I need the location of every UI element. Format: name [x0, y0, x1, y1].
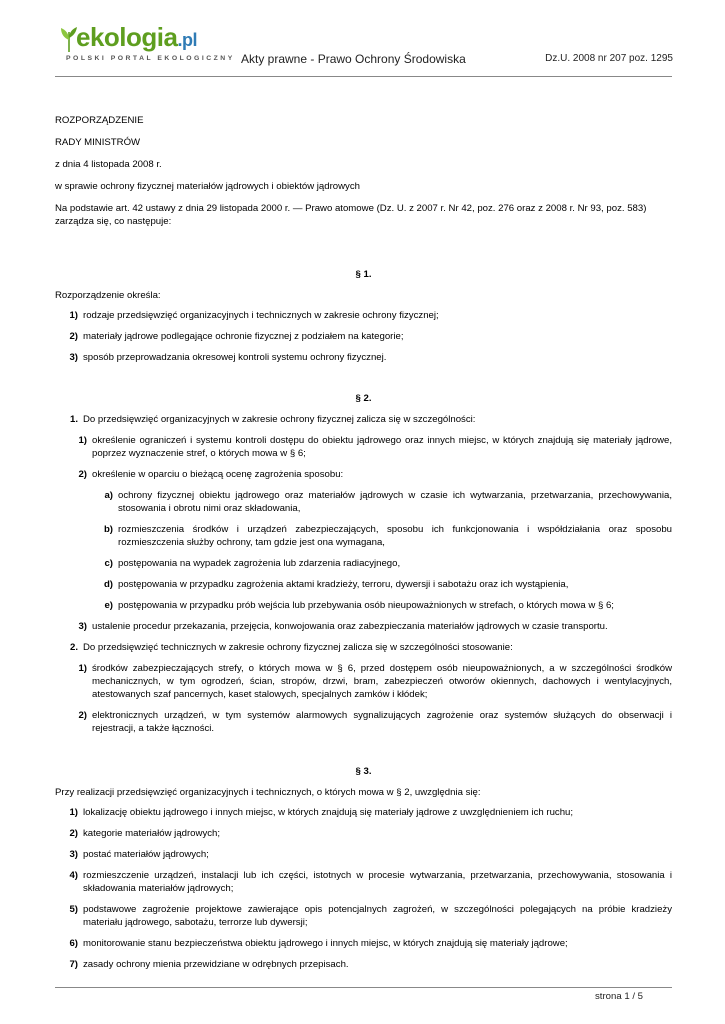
- legal-basis: Na podstawie art. 42 ustawy z dnia 29 listopada 2000 r. — Prawo atomowe (Dz. U. z 2007 r. Nr 42, poz. 276 oraz z 2008 r. Nr 93, poz. 583) zarządza się, co następuje:: [55, 203, 647, 227]
- list-item: 5) podstawowe zagrożenie projektowe zawierające opis potencjalnych zagrożeń, w szczególności polegających na próbie kradzieży materiału jądrowego, sabotażu, terrorze lub dywersji;: [69, 904, 672, 928]
- section-2-title: § 2.: [355, 393, 372, 404]
- list-item: 1) lokalizację obiektu jądrowego i innych miejsc, w których znajdują się materiały jądrowe z uwzględnieniem ich ruchu;: [69, 807, 574, 818]
- ekologia-logo[interactable]: [60, 22, 235, 70]
- sub-list-item: c) postępowania na wypadek zagrożenia lub zdarzenia radiacyjnego,: [104, 558, 401, 569]
- section-3-title: § 3.: [355, 766, 372, 777]
- list-item: 1) środków zabezpieczających strefy, o których mowa w § 6, przed dostępem osób nieupoważnionych, a w szczególności środków mechanicznych, w tym ogrodzeń, ścian, stropów, drzwi, bram, zabezpieczeń otworów okiennych, dachowych i wentylacyjnych, atestowanych szaf pancernych, kaset stalowych, specjalnych zamków i kłódek;: [78, 663, 672, 700]
- list-item: 2) kategorie materiałów jądrowych;: [69, 828, 221, 839]
- sub-list-item: a) ochrony fizycznej obiektu jądrowego oraz materiałów jądrowych w czasie ich wytwarzania, przetwarzania, przechowywania, stosowania i obrotu nimi oraz składowania,: [104, 490, 672, 514]
- header-divider: [55, 76, 672, 77]
- list-item: 3) sposób przeprowadzania okresowej kontroli systemu ochrony fizycznej.: [69, 352, 387, 363]
- list-item: 2) określenie w oparciu o bieżącą ocenę zagrożenia sposobu:: [78, 469, 344, 480]
- list-item: 3) ustalenie procedur przekazania, przejęcia, konwojowania oraz zabezpieczania materiałów jądrowych w czasie transportu.: [78, 621, 608, 632]
- act-issuer: RADY MINISTRÓW: [55, 137, 141, 148]
- paragraph-1: 1. Do przedsięwzięć organizacyjnych w zakresie ochrony fizycznej zalicza się w szczególności:: [69, 414, 476, 425]
- act-date: z dnia 4 listopada 2008 r.: [55, 159, 162, 170]
- list-item: 3) postać materiałów jądrowych;: [69, 849, 209, 860]
- page-number: strona 1 / 5: [595, 991, 643, 1002]
- logo-tagline: POLSKI PORTAL EKOLOGICZNY: [66, 55, 235, 62]
- header-title: Akty prawne - Prawo Ochrony Środowiska: [241, 52, 466, 66]
- section-3-intro: Przy realizacji przedsięwzięć organizacyjnych i technicznych, o których mowa w § 2, uwzględnia się:: [55, 787, 481, 798]
- sub-list-item: e) postępowania w przypadku prób wejścia lub przebywania osób nieupoważnionych w strefach, o których mowa w § 6;: [104, 600, 614, 611]
- list-item: 1) rodzaje przedsięwzięć organizacyjnych i technicznych w zakresie ochrony fizycznej;: [69, 310, 439, 321]
- header-reference: Dz.U. 2008 nr 207 poz. 1295: [545, 53, 673, 64]
- list-item: 1) określenie ograniczeń i systemu kontroli dostępu do obiektu jądrowego oraz innych miejsc, w których znajdują się materiały jądrowe, poprzez wyznaczenie stref, o których mowa w § 6;: [78, 435, 672, 459]
- paragraph-2: 2. Do przedsięwzięć technicznych w zakresie ochrony fizycznej zalicza się w szczególności stosowanie:: [69, 642, 513, 653]
- list-item: 6) monitorowanie stanu bezpieczeństwa obiektu jądrowego i innych miejsc, w których znajdują się materiały jądrowe;: [69, 938, 568, 949]
- logo-wordmark: ekologia.pl: [76, 22, 197, 52]
- section-1-intro: Rozporządzenie określa:: [55, 290, 161, 301]
- list-item: 4) rozmieszczenie urządzeń, instalacji lub ich części, istotnych w procesie wytwarzania, przetwarzania, przechowywania, stosowania i składowania materiałów jądrowych;: [69, 870, 672, 894]
- act-subject: w sprawie ochrony fizycznej materiałów jądrowych i obiektów jądrowych: [55, 181, 360, 192]
- document-body: [55, 114, 672, 979]
- act-type: ROZPORZĄDZENIE: [55, 115, 144, 126]
- page-header: [0, 0, 725, 80]
- list-item: 7) zasady ochrony mienia przewidziane w odrębnych przepisach.: [69, 959, 349, 970]
- list-item: 2) elektronicznych urządzeń, w tym systemów alarmowych sygnalizujących zagrożenie oraz systemów służących do obserwacji i rejestracji, a także łączności.: [78, 710, 672, 734]
- list-item: 2) materiały jądrowe podlegające ochronie fizycznej z podziałem na kategorie;: [69, 331, 404, 342]
- sub-list-item: b) rozmieszczenia środków i urządzeń zabezpieczających, sposobu ich funkcjonowania i współdziałania oraz sposobu rozmieszczenia służby ochrony, tam gdzie jest ona wymagana,: [103, 524, 672, 548]
- section-1-title: § 1.: [355, 269, 372, 280]
- footer-divider: [55, 987, 672, 988]
- sub-list-item: d) postępowania w przypadku zagrożenia aktami kradzieży, terroru, dywersji i sabotażu oraz ich wystąpienia,: [103, 579, 569, 590]
